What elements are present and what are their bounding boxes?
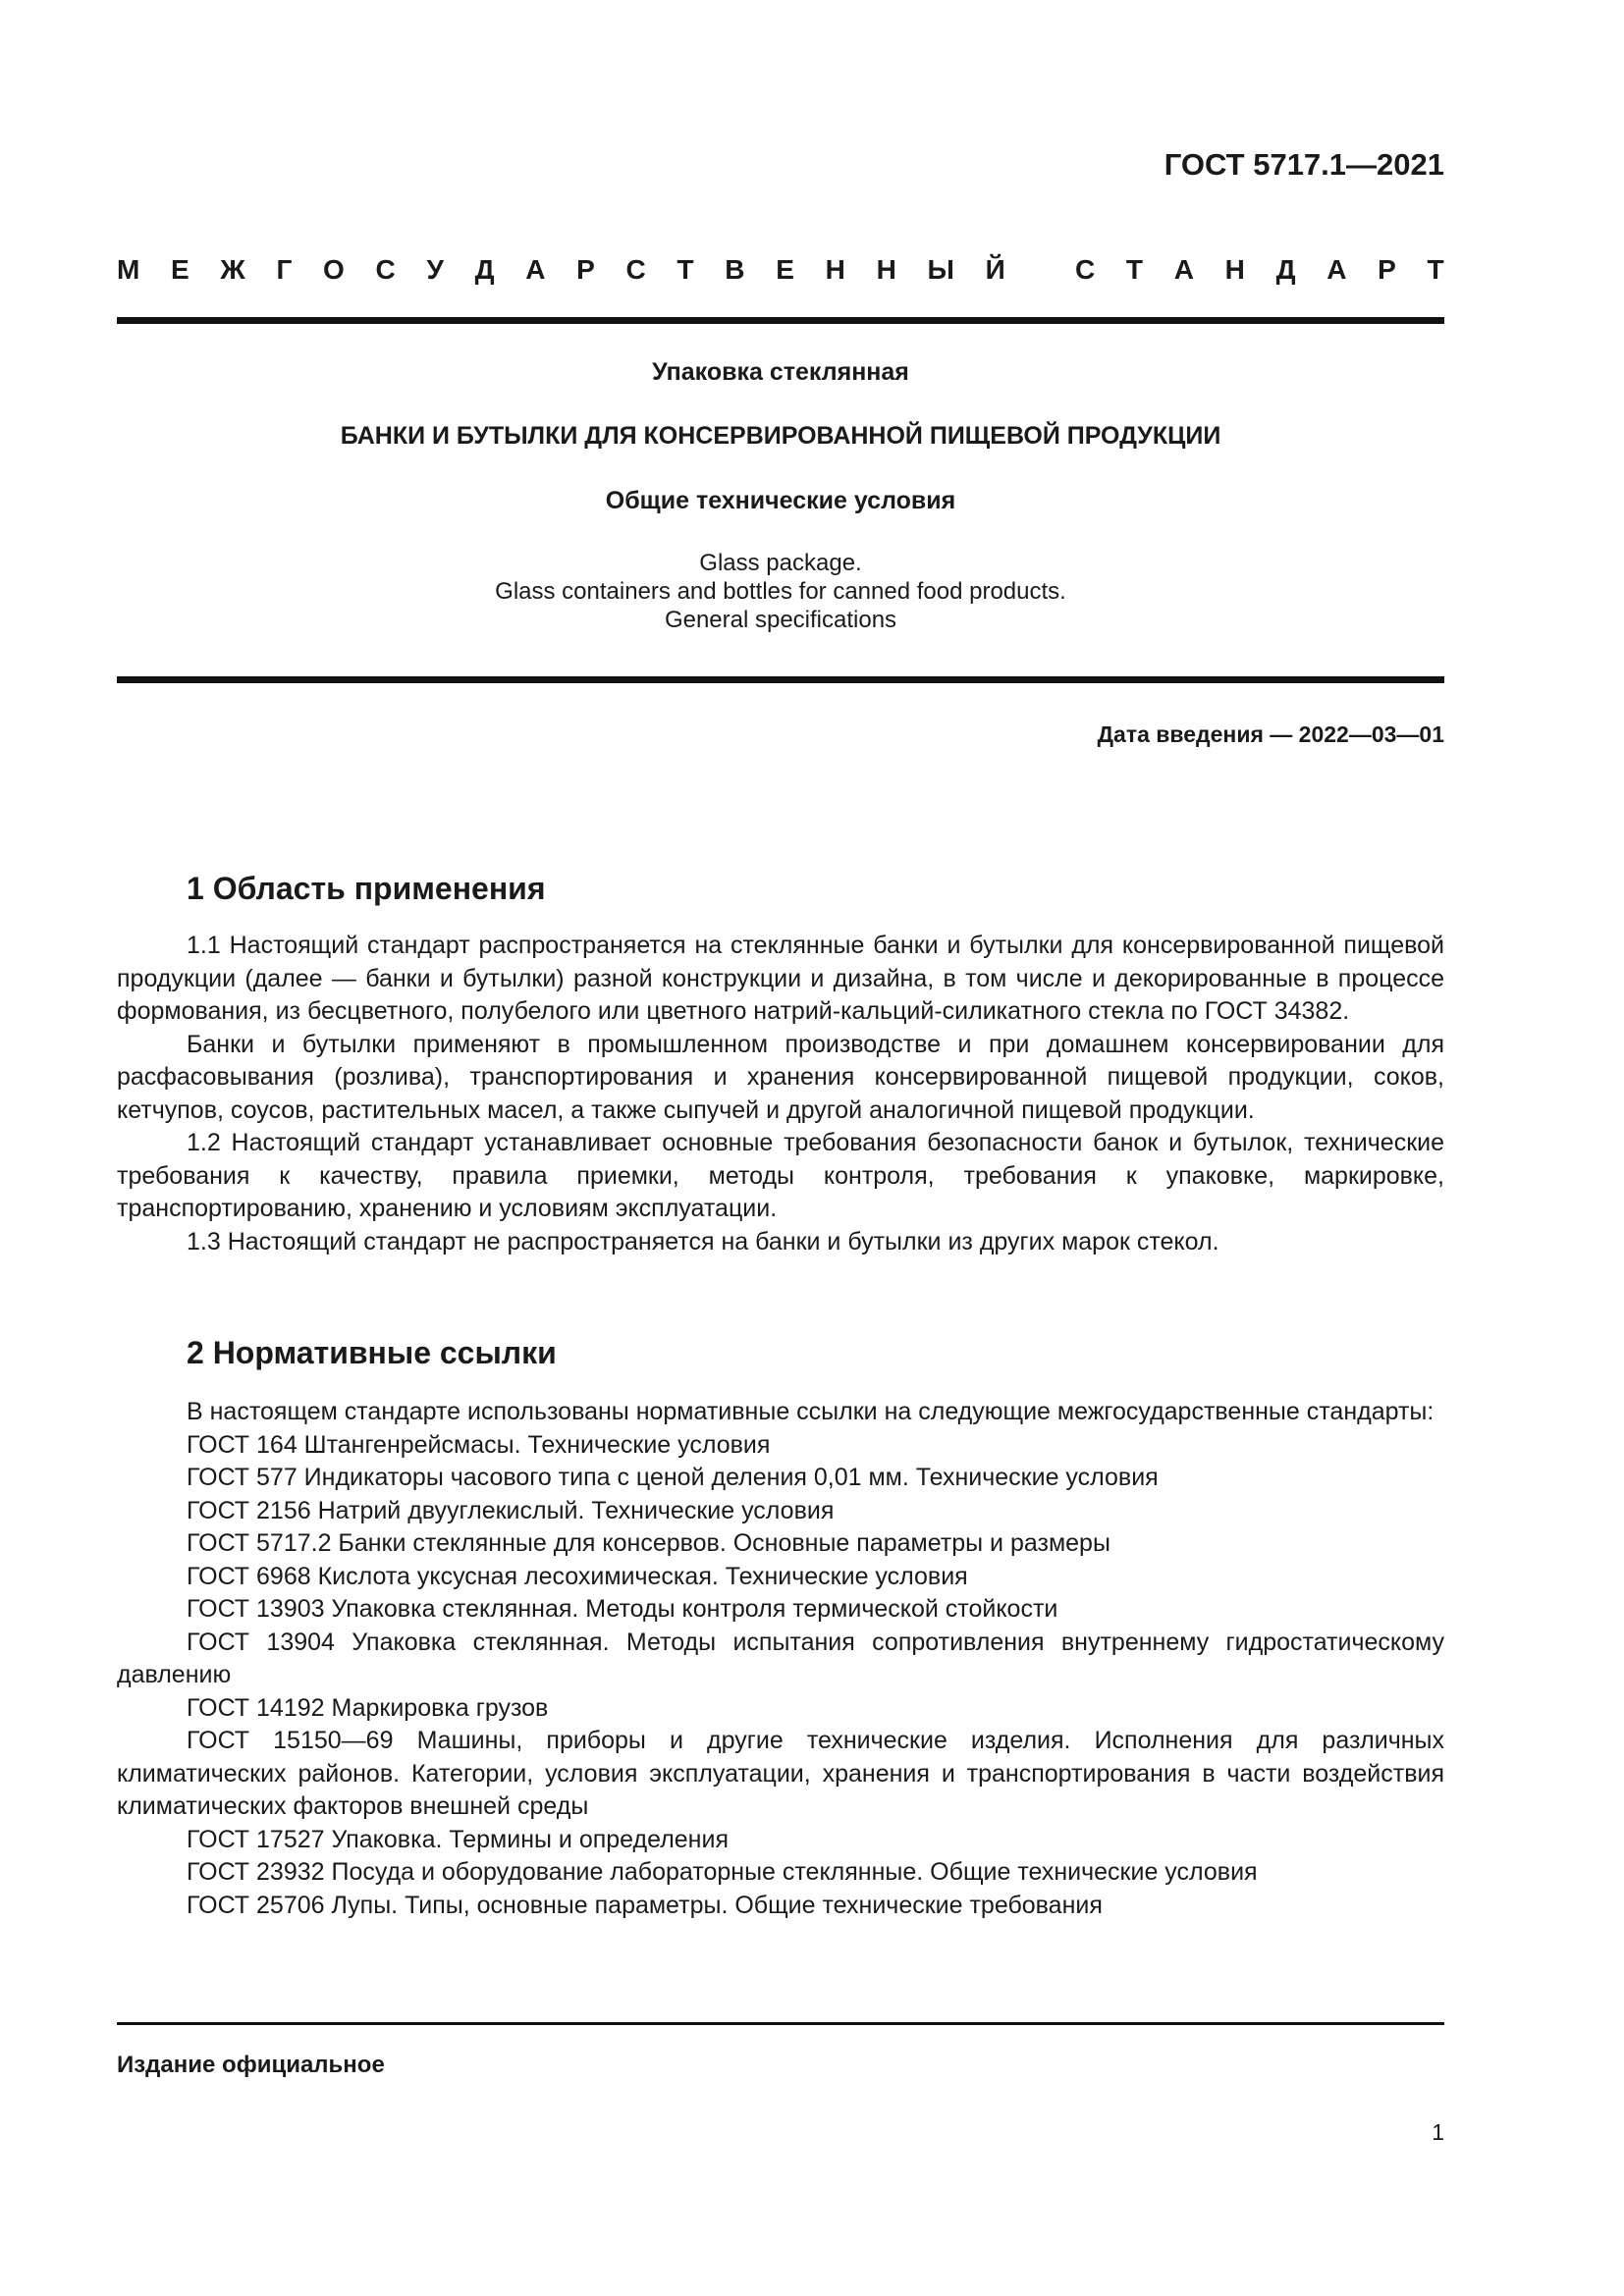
reference-item: ГОСТ 15150—69 Машины, приборы и другие технические изделия. Исполнения для различных климатических районов. Категории, условия эксплуатации, хранения и транспортирования в части воздействия климатических факторов внешней среды [117, 1727, 1444, 1820]
english-title-line: Glass package. [699, 550, 862, 576]
reference-item: ГОСТ 13903 Упаковка стеклянная. Методы контроля термической стойкости [187, 1595, 1058, 1623]
banner-letter: А [1173, 254, 1194, 285]
document-subtitle: Общие технические условия [605, 487, 956, 514]
banner-letter: А [525, 254, 546, 285]
document-title: БАНКИ И БУТЫЛКИ ДЛЯ КОНСЕРВИРОВАННОЙ ПИЩЕВОЙ ПРОДУКЦИИ [340, 422, 1221, 450]
title-category: Упаковка стеклянная [652, 358, 909, 386]
banner-letter: Н [876, 254, 896, 285]
standard-number: ГОСТ 5717.1—2021 [1164, 147, 1444, 182]
banner-letter: Г [276, 254, 293, 285]
banner-letter: Н [825, 254, 845, 285]
reference-item: ГОСТ 577 Индикаторы часового типа с ценой деления 0,01 мм. Технические условия [187, 1464, 1159, 1491]
banner-letter: Т [1125, 254, 1143, 285]
banner-letter: Й [985, 254, 1005, 285]
banner-letter: О [323, 254, 345, 285]
title-divider [117, 676, 1444, 683]
banner-letter: В [725, 254, 745, 285]
banner-letter: Т [1427, 254, 1444, 285]
footer-divider [117, 2022, 1444, 2025]
section-scope-body [117, 930, 1444, 1258]
reference-item: ГОСТ 23932 Посуда и оборудование лабораторные стеклянные. Общие технические условия [187, 1858, 1258, 1886]
edition-label: Издание официальное [117, 2052, 385, 2078]
banner-letter: Р [1378, 254, 1396, 285]
banner-letter: Р [576, 254, 595, 285]
standard-type-banner [117, 254, 1444, 286]
page-number: 1 [1432, 2119, 1444, 2145]
english-title [117, 549, 1444, 634]
paragraph: В настоящем стандарте использованы нормативные ссылки на следующие межгосударственные стандарты: [187, 1398, 1435, 1425]
banner-letter: Н [1224, 254, 1245, 285]
banner-letter: Е [171, 254, 189, 285]
banner-letter: С [1074, 254, 1096, 285]
banner-letter: Е [776, 254, 794, 285]
banner-letter: С [625, 254, 646, 285]
paragraph: Банки и бутылки применяют в промышленном производстве и при домашнем консервировании для расфасовывания (розлива), транспортирования и хранения консервированной пищевой продукции, соков, кетчупов, соусов, растительных масел, а также сыпучей и другой аналогичной пищевой продукции. [117, 1030, 1444, 1124]
top-divider [117, 317, 1444, 324]
banner-letter: М [117, 254, 140, 285]
section-heading-references: 2 Нормативные ссылки [187, 1335, 557, 1370]
english-title-line: General specifications [664, 607, 897, 633]
banner-letter: Ж [220, 254, 245, 285]
paragraph: 1.1 Настоящий стандарт распространяется на стеклянные банки и бутылки для консервированной пищевой продукции (далее — банки и бутылки) разной конструкции и дизайна, в том числе и декорированные в процессе формования, из бесцветного, полубелого или цветного натрий-кальций-силикатного стекла по ГОСТ 34382. [117, 932, 1444, 1025]
intro-date: Дата введения — 2022—03—01 [1097, 721, 1444, 747]
english-title-line: Glass containers and bottles for canned food products. [495, 578, 1066, 605]
reference-item: ГОСТ 5717.2 Банки стеклянные для консервов. Основные параметры и размеры [187, 1529, 1110, 1557]
banner-letter: Ы [927, 254, 954, 285]
paragraph: 1.3 Настоящий стандарт не распространяется на банки и бутылки из других марок стекол. [187, 1227, 1219, 1255]
reference-item: ГОСТ 2156 Натрий двууглекислый. Технические условия [187, 1496, 835, 1524]
banner-letter: Д [1275, 254, 1296, 285]
reference-item: ГОСТ 164 Штангенрейсмасы. Технические условия [187, 1430, 771, 1459]
section-heading-scope: 1 Область применения [187, 871, 546, 906]
section-references-body [117, 1396, 1444, 1922]
reference-item: ГОСТ 6968 Кислота уксусная лесохимическая. Технические условия [187, 1562, 968, 1590]
reference-item: ГОСТ 14192 Маркировка грузов [187, 1693, 549, 1722]
reference-item: ГОСТ 13904 Упаковка стеклянная. Методы испытания сопротивления внутреннему гидростатическому давлению [117, 1628, 1444, 1688]
banner-letter: С [375, 254, 396, 285]
reference-item: ГОСТ 25706 Лупы. Типы, основные параметры. Общие технические требования [187, 1891, 1103, 1919]
banner-letter: А [1326, 254, 1347, 285]
paragraph: 1.2 Настоящий стандарт устанавливает основные требования безопасности банок и бутылок, технические требования к качеству, правила приемки, методы контроля, требования к упаковке, маркировке, транспортированию, хранению и условиям эксплуатации. [117, 1129, 1444, 1222]
reference-item: ГОСТ 17527 Упаковка. Термины и определения [187, 1825, 729, 1853]
banner-letter: Т [677, 254, 694, 285]
banner-letter: Д [474, 254, 495, 285]
banner-word-gap [1036, 254, 1044, 286]
banner-letter: У [426, 254, 444, 285]
